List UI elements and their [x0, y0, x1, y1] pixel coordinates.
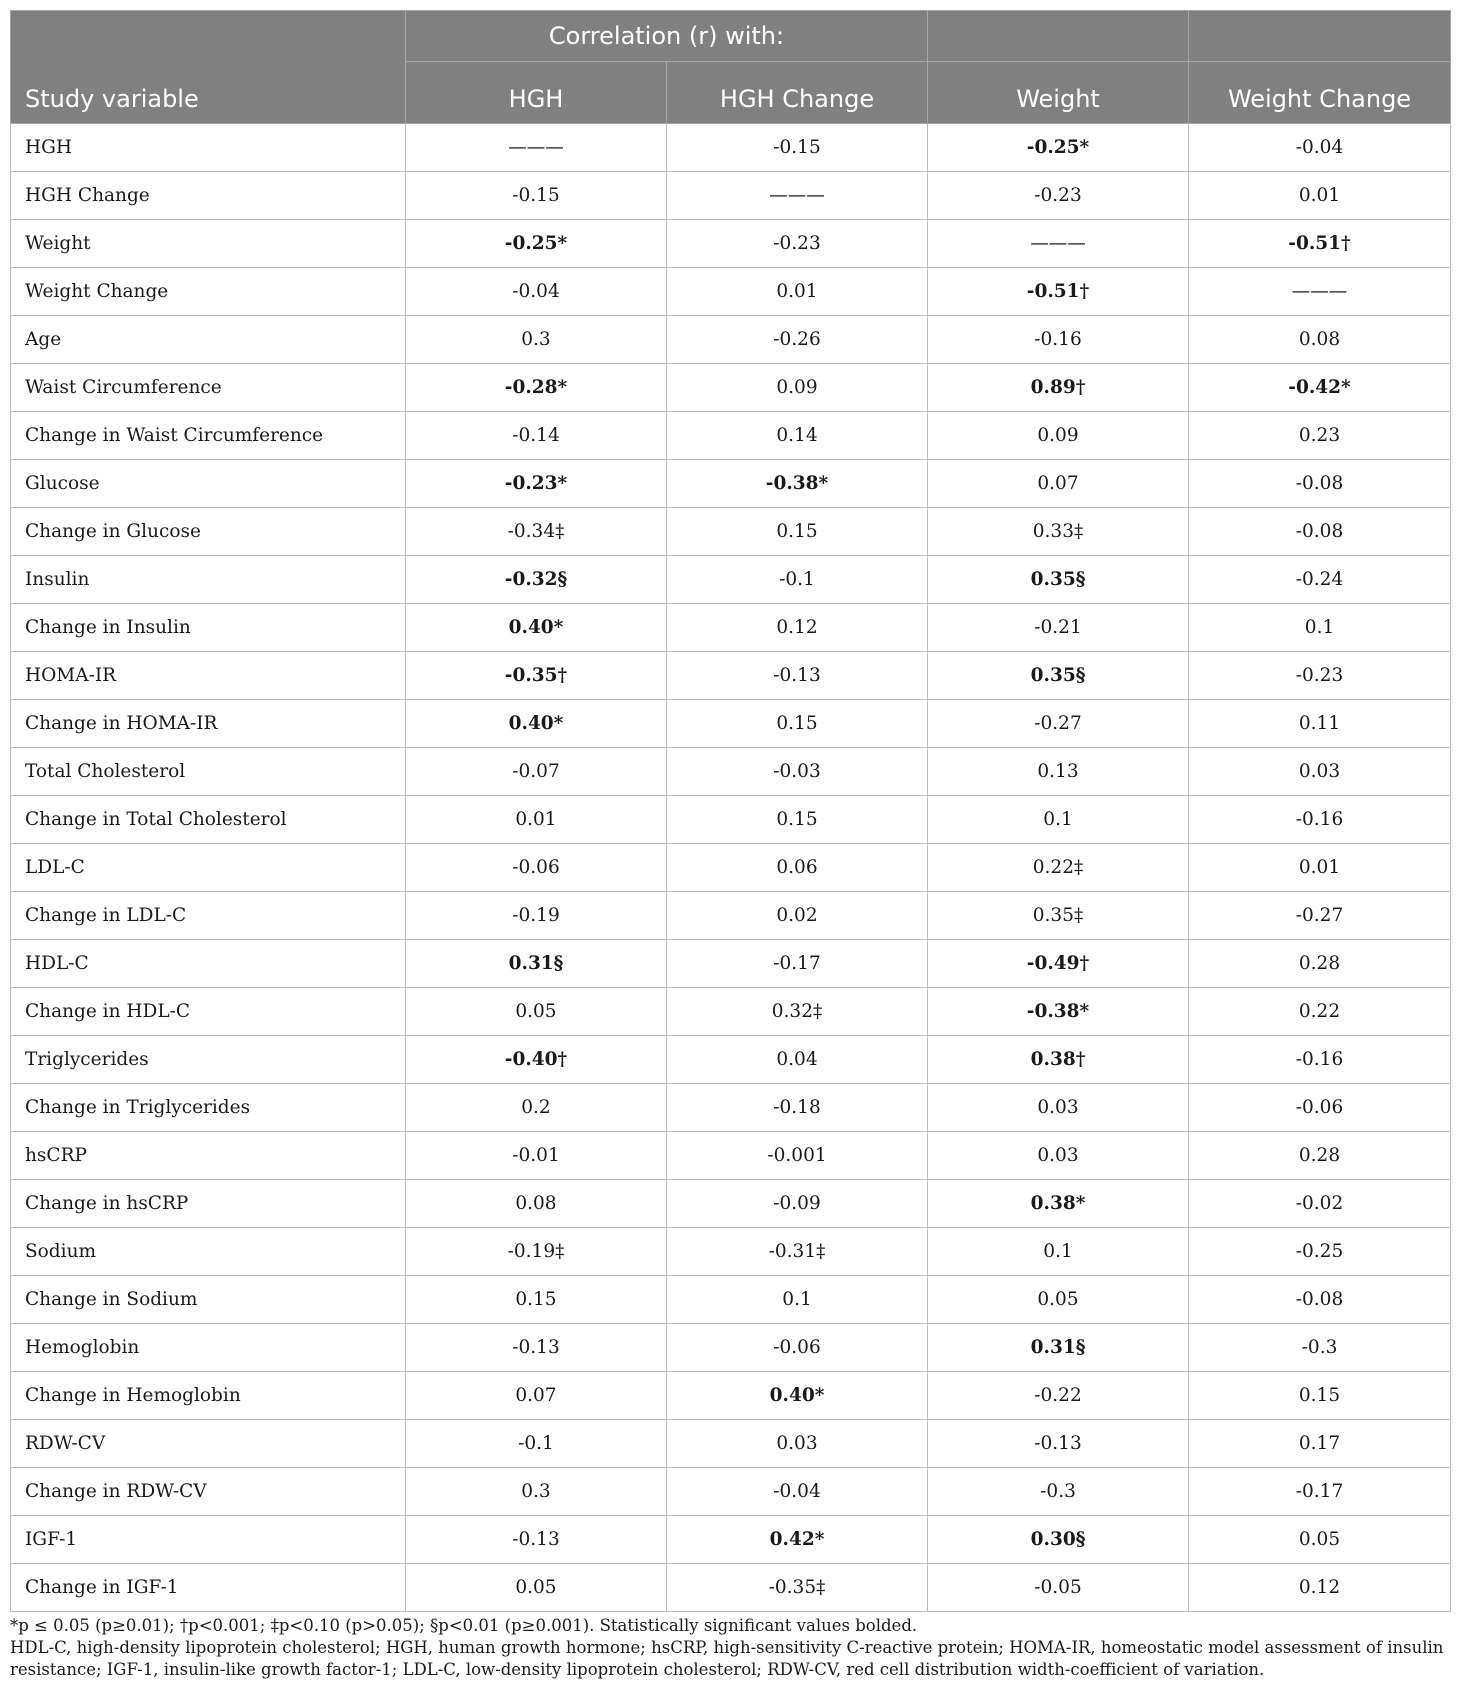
table-cell: -0.25 — [1189, 1228, 1451, 1276]
table-cell: 0.14 — [667, 412, 928, 460]
table-cell: -0.16 — [928, 316, 1189, 364]
table-cell: 0.1 — [1189, 604, 1451, 652]
table-cell: 0.01 — [667, 268, 928, 316]
table-row — [11, 700, 1451, 748]
table-cell: 0.11 — [1189, 700, 1451, 748]
table-cell: -0.27 — [1189, 892, 1451, 940]
table-cell: 0.23 — [1189, 412, 1451, 460]
table-row — [11, 124, 1451, 172]
table-cell: 0.03 — [928, 1084, 1189, 1132]
row-label: Insulin — [11, 556, 406, 604]
row-label: Change in hsCRP — [11, 1180, 406, 1228]
table-cell: -0.35† — [406, 652, 667, 700]
table-cell: -0.19‡ — [406, 1228, 667, 1276]
table-row — [11, 1036, 1451, 1084]
row-label: Change in Sodium — [11, 1276, 406, 1324]
table-cell: -0.22 — [928, 1372, 1189, 1420]
row-label: HOMA-IR — [11, 652, 406, 700]
header-blank-cell — [928, 11, 1189, 62]
table-cell: -0.49† — [928, 940, 1189, 988]
table-cell: 0.38* — [928, 1180, 1189, 1228]
table-cell: -0.08 — [1189, 460, 1451, 508]
row-label: Triglycerides — [11, 1036, 406, 1084]
table-cell: 0.42* — [667, 1516, 928, 1564]
table-cell: 0.1 — [928, 796, 1189, 844]
table-body — [11, 124, 1451, 1612]
row-label: Change in RDW-CV — [11, 1468, 406, 1516]
table-cell: 0.35§ — [928, 652, 1189, 700]
table-cell: 0.15 — [406, 1276, 667, 1324]
table-cell: -0.06 — [406, 844, 667, 892]
table-cell: 0.02 — [667, 892, 928, 940]
table-row — [11, 460, 1451, 508]
row-label: Change in Glucose — [11, 508, 406, 556]
table-cell: -0.32§ — [406, 556, 667, 604]
row-label: Change in LDL-C — [11, 892, 406, 940]
table-row — [11, 940, 1451, 988]
table-cell: 0.15 — [667, 796, 928, 844]
row-label: Change in Hemoglobin — [11, 1372, 406, 1420]
table-row — [11, 748, 1451, 796]
table-row — [11, 604, 1451, 652]
table-cell: -0.3 — [928, 1468, 1189, 1516]
header-blank-cell — [1189, 11, 1451, 62]
table-row — [11, 1228, 1451, 1276]
table-cell: 0.05 — [406, 988, 667, 1036]
table-cell: -0.001 — [667, 1132, 928, 1180]
table-cell: 0.09 — [667, 364, 928, 412]
table-cell: -0.24 — [1189, 556, 1451, 604]
row-label: Weight Change — [11, 268, 406, 316]
table-cell: -0.16 — [1189, 796, 1451, 844]
table-cell: -0.15 — [667, 124, 928, 172]
table-cell: -0.02 — [1189, 1180, 1451, 1228]
header-col-hgh-change: HGH Change — [667, 62, 928, 124]
correlation-table — [10, 10, 1451, 1612]
table-cell: 0.40* — [406, 604, 667, 652]
table-cell: 0.40* — [667, 1372, 928, 1420]
table-cell: -0.51† — [1189, 220, 1451, 268]
table-cell: -0.08 — [1189, 508, 1451, 556]
table-cell: 0.03 — [1189, 748, 1451, 796]
table-cell: -0.15 — [406, 172, 667, 220]
table-cell: 0.13 — [928, 748, 1189, 796]
footnote-abbreviations: HDL-C, high-density lipoprotein cholesterol; HGH, human growth hormone; hsCRP, high-sensitivity C-reactive protein; HOMA-IR, homeostatic model assessment of insulin resistance; IGF-1, insulin-like growth factor-1; LDL-C, low-density lipoprotein cholesterol; RDW-CV, red cell distribution width-coefficient of variation. — [10, 1638, 1444, 1679]
table-cell: 0.08 — [1189, 316, 1451, 364]
table-cell: 0.15 — [667, 700, 928, 748]
table-cell: 0.33‡ — [928, 508, 1189, 556]
row-label: RDW-CV — [11, 1420, 406, 1468]
table-cell: 0.1 — [667, 1276, 928, 1324]
table-header — [11, 11, 1451, 124]
row-label: Weight — [11, 220, 406, 268]
table-row — [11, 1420, 1451, 1468]
table-cell: 0.07 — [928, 460, 1189, 508]
table-cell: -0.31‡ — [667, 1228, 928, 1276]
table-cell: 0.3 — [406, 1468, 667, 1516]
table-cell: 0.28 — [1189, 1132, 1451, 1180]
table-cell: -0.06 — [667, 1324, 928, 1372]
table-cell: 0.05 — [406, 1564, 667, 1612]
table-cell: 0.1 — [928, 1228, 1189, 1276]
table-cell: 0.15 — [667, 508, 928, 556]
table-cell: 0.22‡ — [928, 844, 1189, 892]
table-cell: -0.25* — [406, 220, 667, 268]
table-cell: 0.38† — [928, 1036, 1189, 1084]
table-cell: -0.26 — [667, 316, 928, 364]
table-cell: -0.14 — [406, 412, 667, 460]
row-label: Change in Insulin — [11, 604, 406, 652]
table-cell: -0.34‡ — [406, 508, 667, 556]
table-row — [11, 1276, 1451, 1324]
table-cell: -0.06 — [1189, 1084, 1451, 1132]
table-cell: -0.18 — [667, 1084, 928, 1132]
row-label: Change in HDL-C — [11, 988, 406, 1036]
row-label: Change in HOMA-IR — [11, 700, 406, 748]
table-cell: 0.31§ — [406, 940, 667, 988]
table-cell: 0.05 — [928, 1276, 1189, 1324]
table-cell: -0.08 — [1189, 1276, 1451, 1324]
row-label: LDL-C — [11, 844, 406, 892]
table-cell: -0.07 — [406, 748, 667, 796]
row-label: Change in Total Cholesterol — [11, 796, 406, 844]
table-cell: -0.17 — [1189, 1468, 1451, 1516]
table-cell: -0.21 — [928, 604, 1189, 652]
table-cell: -0.23 — [928, 172, 1189, 220]
row-label: Total Cholesterol — [11, 748, 406, 796]
table-row — [11, 1084, 1451, 1132]
table-row — [11, 1132, 1451, 1180]
table-cell: 0.30§ — [928, 1516, 1189, 1564]
header-col-weight: Weight — [928, 62, 1189, 124]
table-row — [11, 316, 1451, 364]
row-label: Waist Circumference — [11, 364, 406, 412]
table-cell: -0.38* — [667, 460, 928, 508]
table-cell: 0.2 — [406, 1084, 667, 1132]
table-row — [11, 988, 1451, 1036]
table-cell: -0.1 — [667, 556, 928, 604]
table-cell: -0.05 — [928, 1564, 1189, 1612]
table-cell: 0.32‡ — [667, 988, 928, 1036]
table-footnotes — [10, 1615, 1450, 1681]
table-cell: ——— — [406, 124, 667, 172]
table-row — [11, 220, 1451, 268]
table-cell: -0.1 — [406, 1420, 667, 1468]
table-row — [11, 796, 1451, 844]
table-cell: 0.05 — [1189, 1516, 1451, 1564]
table-cell: 0.06 — [667, 844, 928, 892]
table-row — [11, 412, 1451, 460]
table-cell: 0.01 — [406, 796, 667, 844]
row-label: Change in Triglycerides — [11, 1084, 406, 1132]
table-cell: -0.13 — [406, 1516, 667, 1564]
table-row — [11, 508, 1451, 556]
table-row — [11, 364, 1451, 412]
row-label: Glucose — [11, 460, 406, 508]
table-row — [11, 1372, 1451, 1420]
table-cell: ——— — [1189, 268, 1451, 316]
table-cell: 0.17 — [1189, 1420, 1451, 1468]
row-label: Change in Waist Circumference — [11, 412, 406, 460]
table-cell: -0.38* — [928, 988, 1189, 1036]
table-cell: 0.07 — [406, 1372, 667, 1420]
table-row — [11, 1516, 1451, 1564]
table-cell: -0.04 — [667, 1468, 928, 1516]
row-label: Sodium — [11, 1228, 406, 1276]
table-cell: ——— — [928, 220, 1189, 268]
header-col-weight-change: Weight Change — [1189, 62, 1451, 124]
table-cell: -0.13 — [667, 652, 928, 700]
table-cell: -0.51† — [928, 268, 1189, 316]
table-cell: -0.03 — [667, 748, 928, 796]
table-row — [11, 652, 1451, 700]
table-cell: 0.22 — [1189, 988, 1451, 1036]
table-cell: -0.09 — [667, 1180, 928, 1228]
table-cell: -0.27 — [928, 700, 1189, 748]
row-label: hsCRP — [11, 1132, 406, 1180]
table-cell: -0.25* — [928, 124, 1189, 172]
table-row — [11, 172, 1451, 220]
table-cell: 0.01 — [1189, 172, 1451, 220]
table-cell: -0.35‡ — [667, 1564, 928, 1612]
row-label: HGH Change — [11, 172, 406, 220]
table-cell: -0.17 — [667, 940, 928, 988]
table-cell: 0.35§ — [928, 556, 1189, 604]
table-cell: 0.12 — [667, 604, 928, 652]
table-cell: -0.19 — [406, 892, 667, 940]
row-label: HDL-C — [11, 940, 406, 988]
header-correlation-group: Correlation (r) with: — [406, 11, 928, 62]
table-cell: -0.28* — [406, 364, 667, 412]
row-label: HGH — [11, 124, 406, 172]
table-cell: 0.89† — [928, 364, 1189, 412]
table-cell: -0.04 — [1189, 124, 1451, 172]
table-cell: 0.28 — [1189, 940, 1451, 988]
table-row — [11, 1180, 1451, 1228]
table-cell: 0.03 — [928, 1132, 1189, 1180]
table-row — [11, 268, 1451, 316]
table-cell: -0.23 — [667, 220, 928, 268]
table-cell: 0.01 — [1189, 844, 1451, 892]
table-row — [11, 892, 1451, 940]
header-col-hgh: HGH — [406, 62, 667, 124]
table-cell: 0.04 — [667, 1036, 928, 1084]
table-cell: -0.40† — [406, 1036, 667, 1084]
table-row — [11, 556, 1451, 604]
table-row — [11, 1324, 1451, 1372]
table-cell: 0.12 — [1189, 1564, 1451, 1612]
row-label: Change in IGF-1 — [11, 1564, 406, 1612]
table-cell: -0.04 — [406, 268, 667, 316]
table-cell: 0.3 — [406, 316, 667, 364]
table-cell: 0.15 — [1189, 1372, 1451, 1420]
row-label: IGF-1 — [11, 1516, 406, 1564]
table-cell: 0.09 — [928, 412, 1189, 460]
row-label: Age — [11, 316, 406, 364]
row-label: Hemoglobin — [11, 1324, 406, 1372]
header-row-group — [11, 11, 1451, 62]
table-cell: 0.40* — [406, 700, 667, 748]
table-cell: 0.31§ — [928, 1324, 1189, 1372]
header-study-variable: Study variable — [11, 11, 406, 124]
table-cell: -0.3 — [1189, 1324, 1451, 1372]
table-cell: 0.35‡ — [928, 892, 1189, 940]
table-cell: -0.13 — [928, 1420, 1189, 1468]
table-cell: -0.01 — [406, 1132, 667, 1180]
table-cell: -0.23* — [406, 460, 667, 508]
table-cell: 0.03 — [667, 1420, 928, 1468]
table-row — [11, 1468, 1451, 1516]
table-cell: -0.16 — [1189, 1036, 1451, 1084]
table-row — [11, 844, 1451, 892]
footnote-significance: *p ≤ 0.05 (p≥0.01); †p<0.001; ‡p<0.10 (p>0.05); §p<0.01 (p≥0.001). Statistically significant values bolded. — [10, 1616, 918, 1635]
table-row — [11, 1564, 1451, 1612]
table-cell: -0.23 — [1189, 652, 1451, 700]
table-cell: 0.08 — [406, 1180, 667, 1228]
correlation-table-container — [10, 10, 1450, 1612]
table-cell: -0.42* — [1189, 364, 1451, 412]
table-cell: ——— — [667, 172, 928, 220]
table-cell: -0.13 — [406, 1324, 667, 1372]
